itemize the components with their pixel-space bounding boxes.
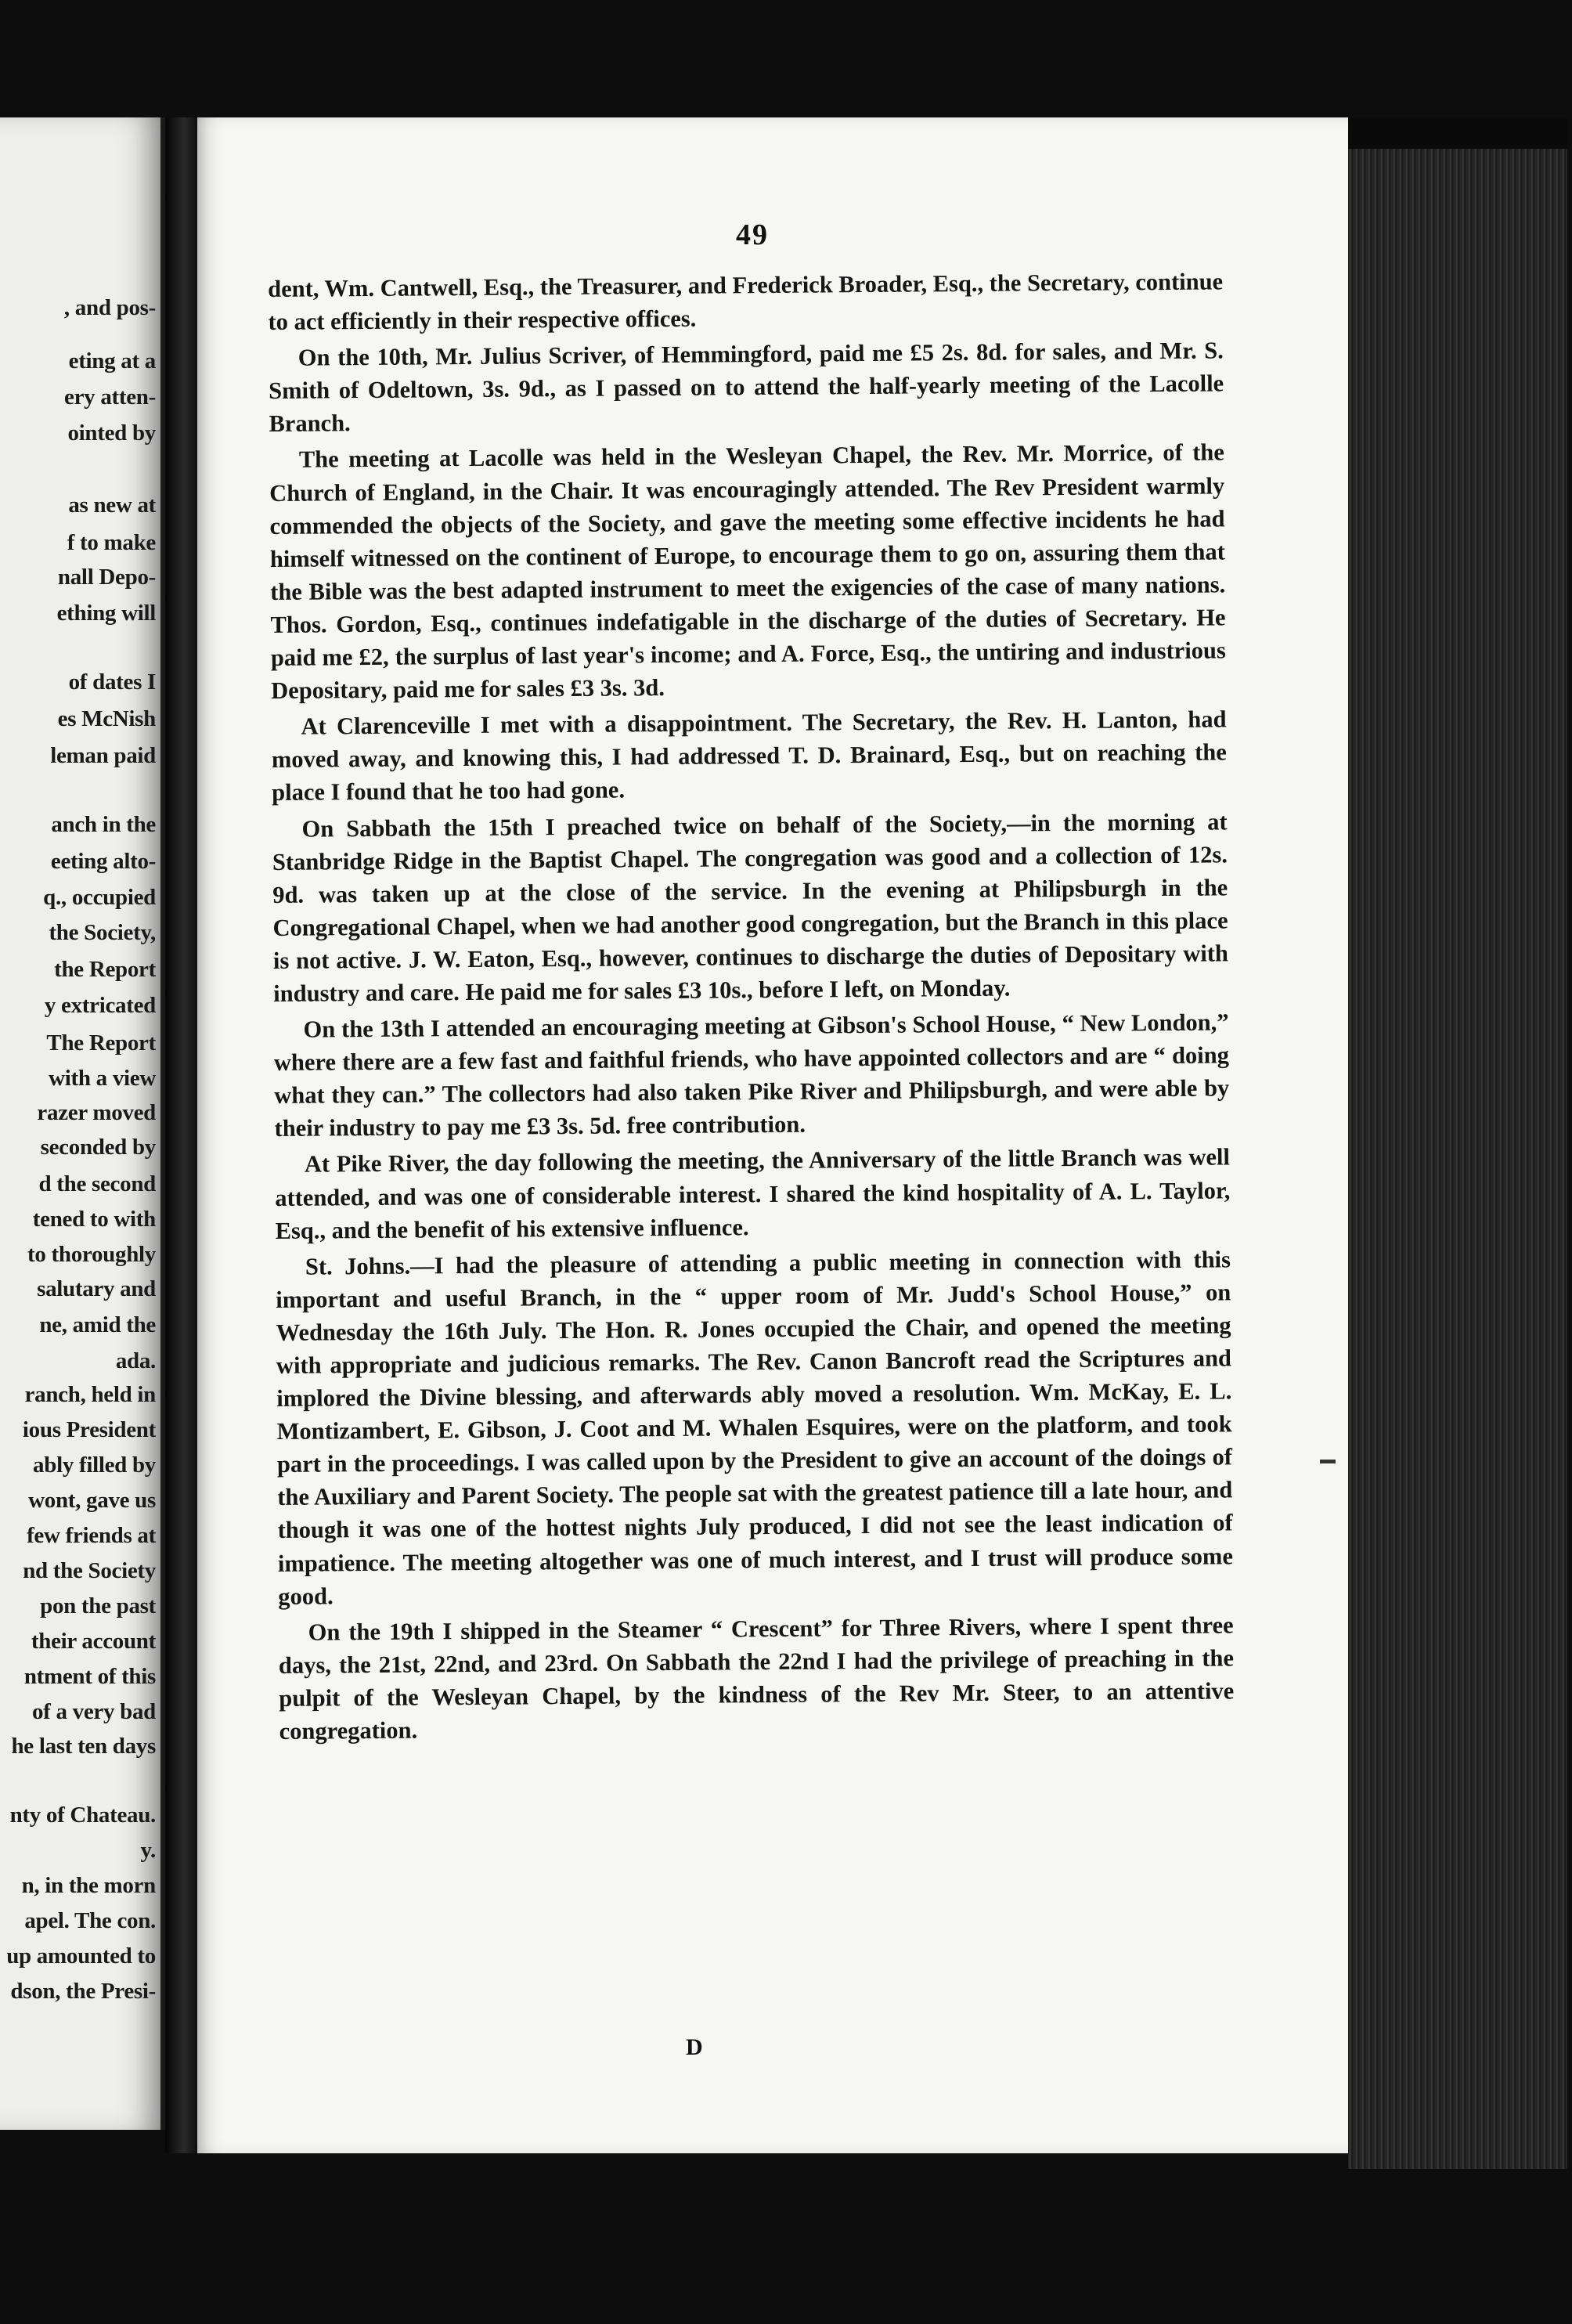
paragraph: dent, Wm. Cantwell, Esq., the Treasurer, and Frederick Broader, Esq., the Secretary, continue to act efficiently in their respective offices.	[268, 268, 1224, 336]
left-page-line: seconded by	[40, 1135, 156, 1160]
page-block-edges	[1348, 117, 1567, 2169]
left-page-line: ntment of this	[23, 1664, 156, 1689]
left-page-line: the Society,	[49, 920, 156, 945]
left-page-line: he last ten days	[11, 1734, 156, 1759]
left-page-line: y.	[140, 1838, 156, 1863]
left-page-line: to thoroughly	[27, 1242, 156, 1267]
left-page-line: of a very bad	[31, 1699, 156, 1724]
left-page-line: nty of Chateau.	[9, 1803, 156, 1828]
left-page-line: ably filled by	[33, 1452, 156, 1478]
signature-mark: D	[686, 2034, 703, 2060]
left-page-line: few friends at	[27, 1523, 156, 1548]
left-page-line: f to make	[67, 530, 156, 555]
page-body-text	[268, 265, 1235, 1751]
left-page-fragment	[0, 117, 165, 2130]
paragraph: The meeting at Lacolle was held in the Wesleyan Chapel, the Rev. Mr. Morrice, of the Church of England, in the Chair. It was encouragingly attended. The Rev President warmly commended the objects of the Society, and gave the meeting some effective incidents he had himself witnessed on the continent of Europe, to encourage them to go on, assuring them that the Bible was the best adapted instrument to meet the exigencies of the case of many nations. Thos. Gordon, Esq., continues indefatigable in the discharge of the duties of Secretary. He paid me £2, the surplus of last year's income; and A. Force, Esq., the untiring and industrious Depositary, paid me for sales £3 3s. 3d.	[269, 438, 1226, 705]
paragraph: On the 10th, Mr. Julius Scriver, of Hemmingford, paid me £5 2s. 8d. for sales, and Mr. S. Smith of Odeltown, 3s. 9d., as I passed on to attend the half-yearly meeting of the Lacolle Branch.	[269, 337, 1224, 438]
paragraph: On the 19th I shipped in the Steamer “ Crescent” for Three Rivers, where I spent three days, the 21st, 22nd, and 23rd. On Sabbath the 22nd I had the privilege of preaching in the pulpit of the Wesleyan Chapel, by the kindness of the Rev Mr. Steer, to an attentive congregation.	[278, 1611, 1235, 1745]
left-page-line: dson, the Presi-	[10, 1979, 156, 2004]
paragraph: On the 13th I attended an encouraging meeting at Gibson's School House, “ New London,” where there are a few fast and faithful friends, who have appointed collectors and are “ doing what they can.” The collectors had also taken Pike River and Philipsburgh, and were able by their industry to pay me £3 3s. 5d. free contribution.	[273, 1009, 1230, 1142]
paragraph: At Clarenceville I met with a disappointment. The Secretary, the Rev. H. Lanton, had moved away, and knowing this, I had addressed T. D. Brainard, Esq., but on reaching the place I found that he too had gone.	[271, 706, 1227, 807]
left-page-line: anch in the	[51, 812, 156, 837]
left-page-line: leman paid	[50, 743, 156, 768]
left-page-line: with a view	[49, 1066, 156, 1091]
left-page-line: nd the Society	[23, 1558, 156, 1583]
left-page-line: the Report	[54, 957, 156, 982]
left-page-line: ne, amid the	[39, 1312, 156, 1337]
left-page-line: salutary and	[37, 1276, 156, 1301]
left-page-line: , and pos-	[63, 295, 156, 320]
left-page-line: q., occupied	[43, 885, 156, 910]
book-gutter	[165, 117, 196, 2153]
left-page-line: apel. The con.	[24, 1908, 156, 1933]
left-page-line: The Report	[46, 1030, 156, 1056]
page-number: 49	[736, 218, 769, 251]
page-block-shadow	[1348, 117, 1567, 149]
left-page-line: nall Depo-	[57, 565, 156, 590]
left-page-line: n, in the morn	[21, 1873, 156, 1898]
left-page-line: eting at a	[68, 348, 156, 374]
left-page-line: d the second	[38, 1171, 156, 1196]
left-page-line: their account	[31, 1629, 156, 1654]
left-page-line: as new at	[68, 493, 156, 518]
left-page-line: eeting alto-	[50, 849, 156, 874]
left-page-line: up amounted to	[6, 1943, 156, 1969]
left-page-line: ranch, held in	[24, 1382, 156, 1407]
left-page-line: ada.	[115, 1348, 156, 1373]
left-page-line: razer moved	[37, 1100, 156, 1125]
left-page-line: ething will	[56, 601, 156, 626]
margin-dash	[1320, 1460, 1336, 1463]
paragraph: St. Johns.—I had the pleasure of attending a public meeting in connection with this important and useful Branch, in the “ upper room of Mr. Judd's School House,” on Wednesday the 16th July. The Hon. R. Jones occupied the Chair, and opened the meeting with appropriate and judicious remarks. The Rev. Canon Bancroft read the Scriptures and implored the Divine blessing, and afterwards ably moved a resolution. Wm. McKay, E. L. Montizambert, E. Gibson, J. Coot and M. Whalen Esquires, were on the platform, and took part in the proceedings. I was called upon by the President to give an account of the doings of the Auxiliary and Parent Society. The people sat with the greatest patience till a late hour, and though it was one of the hottest nights July produced, I did not see the least indication of impatience. The meeting altogether was one of much interest, and I trust will produce some good.	[276, 1246, 1234, 1610]
left-page-line: tened to with	[32, 1207, 156, 1232]
left-page-line: wont, gave us	[28, 1488, 156, 1513]
left-page-line: ious President	[22, 1417, 156, 1442]
paragraph: On Sabbath the 15th I preached twice on behalf of the Society,—in the morning at Stanbridge Ridge in the Baptist Chapel. The congregation was good and a collection of 12s. 9d. was taken up at the close of the service. In the evening at Philipsburgh in the Congregational Chapel, when we had another good congregation, but the Branch in this place is not active. J. W. Eaton, Esq., however, continues to discharge the duties of Depositary with industry and care. He paid me for sales £3 10s., before I left, on Monday.	[272, 807, 1228, 1007]
left-page-line: of dates I	[68, 669, 156, 695]
left-page-line: ointed by	[67, 420, 156, 446]
left-page-line: y extricated	[44, 993, 156, 1018]
left-page-line: es McNish	[57, 706, 156, 731]
left-page-line: ery atten-	[64, 384, 156, 410]
paragraph: At Pike River, the day following the meeting, the Anniversary of the little Branch was well attended, and was one of considerable interest. I shared the kind hospitality of A. L. Taylor, Esq., and the benefit of his extensive influence.	[275, 1143, 1231, 1244]
left-page-line: pon the past	[40, 1593, 156, 1618]
